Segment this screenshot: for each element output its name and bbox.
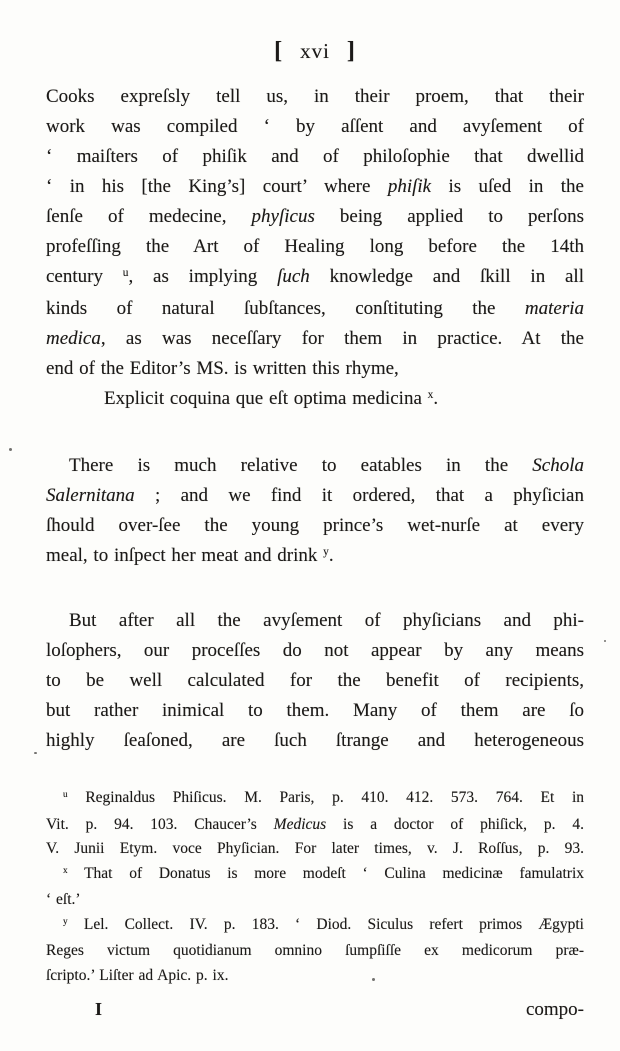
text-segment: Explicit coquina que eſt optima medicina xyxy=(104,388,428,409)
text-segment: end of the Editor’s MS. is written this rhyme, xyxy=(46,358,399,379)
scan-speck xyxy=(372,978,375,981)
italic-text: phiſik xyxy=(387,176,432,197)
page-content xyxy=(0,36,620,1022)
text-segment: ſhould over-ſee the young prince’s wet-nurſe at every xyxy=(46,515,584,536)
text-segment: V. Junii Etym. voce Phyſician. For later times, v. J. Roſſus, p. 93. xyxy=(46,840,584,857)
paragraph xyxy=(46,606,584,756)
text-line xyxy=(46,939,584,964)
text-line xyxy=(46,666,584,696)
text-segment: ſenſe of medecine, xyxy=(46,206,252,227)
scan-speck xyxy=(34,752,37,754)
footnote-marker: x xyxy=(427,389,434,402)
paragraph xyxy=(46,913,584,989)
text-segment: ‘ eſt.’ xyxy=(46,891,81,908)
text-line xyxy=(46,786,584,813)
text-line xyxy=(46,837,584,862)
page-footer xyxy=(46,997,584,1022)
paragraph xyxy=(46,862,584,913)
text-segment: is a doctor of phiſick, p. 4. xyxy=(326,815,584,833)
page-header xyxy=(46,36,584,66)
signature-mark: I xyxy=(95,999,103,1019)
text-segment: highly ſeaſoned, are ſuch ſtrange and heterogeneous xyxy=(46,730,584,751)
italic-text: Medicus xyxy=(273,815,327,833)
text-line xyxy=(46,541,584,573)
italic-text: phyſicus xyxy=(251,206,315,227)
text-line xyxy=(46,324,584,354)
text-segment: meal, to inſpect her meat and drink xyxy=(46,545,324,566)
text-segment: Reginaldus Phiſicus. M. Paris, p. 410. 412. 573. 764. Et in xyxy=(67,789,584,806)
text-line xyxy=(46,172,584,202)
text-segment: profeſſing the Art of Healing long before the 14th xyxy=(46,236,584,257)
footnotes xyxy=(46,786,584,988)
text-line xyxy=(46,202,584,232)
right-bracket: ] xyxy=(346,38,356,64)
text-segment: ‘ maiſters of phiſik and of philoſophie that dwellid xyxy=(46,146,584,167)
text-line xyxy=(46,913,584,940)
text-segment: There is much relative to eatables in the xyxy=(69,455,533,476)
text-segment: But after all the avyſement of phyſicians and phi- xyxy=(69,610,584,631)
text-segment: , as was neceſſary for them in practice. At the xyxy=(100,328,584,349)
text-segment: to be well calculated for the benefit of recipients, xyxy=(46,670,584,691)
text-segment: is uſed in the xyxy=(431,176,584,197)
text-segment: That of Donatus is more modeſt ‘ Culina medicinæ famulatrix xyxy=(67,864,584,882)
text-segment: Cooks expreſsly tell us, in their proem, that their xyxy=(46,86,584,107)
italic-text: Schola xyxy=(532,455,584,476)
text-line xyxy=(46,862,584,889)
text-line xyxy=(46,82,584,112)
footnote-marker: u xyxy=(122,267,129,280)
text-line xyxy=(46,232,584,262)
text-segment: century xyxy=(46,266,123,287)
text-segment: but rather inimical to them. Many of them are ſo xyxy=(46,700,584,721)
text-segment: knowledge and ſkill in all xyxy=(309,266,584,287)
text-segment: kinds of natural ſubſtances, conſtituting the xyxy=(46,298,525,319)
text-segment: being applied to perſons xyxy=(314,206,584,227)
italic-text: materia xyxy=(524,298,584,319)
text-line xyxy=(46,112,584,142)
text-line xyxy=(46,142,584,172)
text-line xyxy=(46,726,584,756)
text-segment: loſophers, our proceſſes do not appear by any means xyxy=(46,640,584,661)
text-line xyxy=(46,888,584,913)
text-line xyxy=(46,451,584,481)
scan-speck xyxy=(604,640,606,642)
text-segment: Lel. Collect. IV. p. 183. ‘ Diod. Siculus refert primos Ægypti xyxy=(67,915,584,933)
text-line xyxy=(46,813,584,838)
page-number: xvi xyxy=(300,39,330,63)
paragraph xyxy=(46,786,584,862)
italic-text: Salernitana xyxy=(46,485,135,506)
text-line xyxy=(46,384,584,416)
left-bracket: [ xyxy=(274,38,284,64)
text-line xyxy=(46,606,584,636)
text-segment: , as implying xyxy=(128,266,278,287)
text-segment: ; and we find it ordered, that a phyſician xyxy=(134,485,584,506)
paragraph xyxy=(46,451,584,573)
text-segment: Vit. p. 94. 103. Chaucer’s xyxy=(46,815,274,833)
italic-text: medica xyxy=(46,328,101,349)
text-segment: . xyxy=(328,545,334,566)
catchword: compo- xyxy=(525,999,584,1020)
text-line xyxy=(46,696,584,726)
italic-text: ſuch xyxy=(277,266,310,287)
footnote-marker: y xyxy=(323,546,329,559)
text-line xyxy=(46,636,584,666)
paragraph xyxy=(46,82,584,416)
text-line xyxy=(46,481,584,511)
text-line xyxy=(46,511,584,541)
text-line xyxy=(46,354,584,384)
footnote-marker: x xyxy=(63,865,68,876)
text-line xyxy=(46,294,584,324)
text-segment: Reges victum quotidianum omnino ſumpſiſſe ex medicorum præ- xyxy=(46,942,584,959)
footnote-marker: y xyxy=(63,916,68,927)
text-line xyxy=(46,262,584,294)
scan-speck xyxy=(9,448,12,451)
body-text xyxy=(46,82,584,756)
text-segment: ‘ in his [the King’s] court’ where xyxy=(46,176,388,197)
text-segment: . xyxy=(433,388,439,409)
footnote-marker: u xyxy=(63,790,68,801)
text-line xyxy=(46,964,584,989)
text-segment: ſcripto.’ Liſter ad Apic. p. ix. xyxy=(46,966,229,984)
text-segment: work was compiled ‘ by aſſent and avyſement of xyxy=(46,116,584,137)
